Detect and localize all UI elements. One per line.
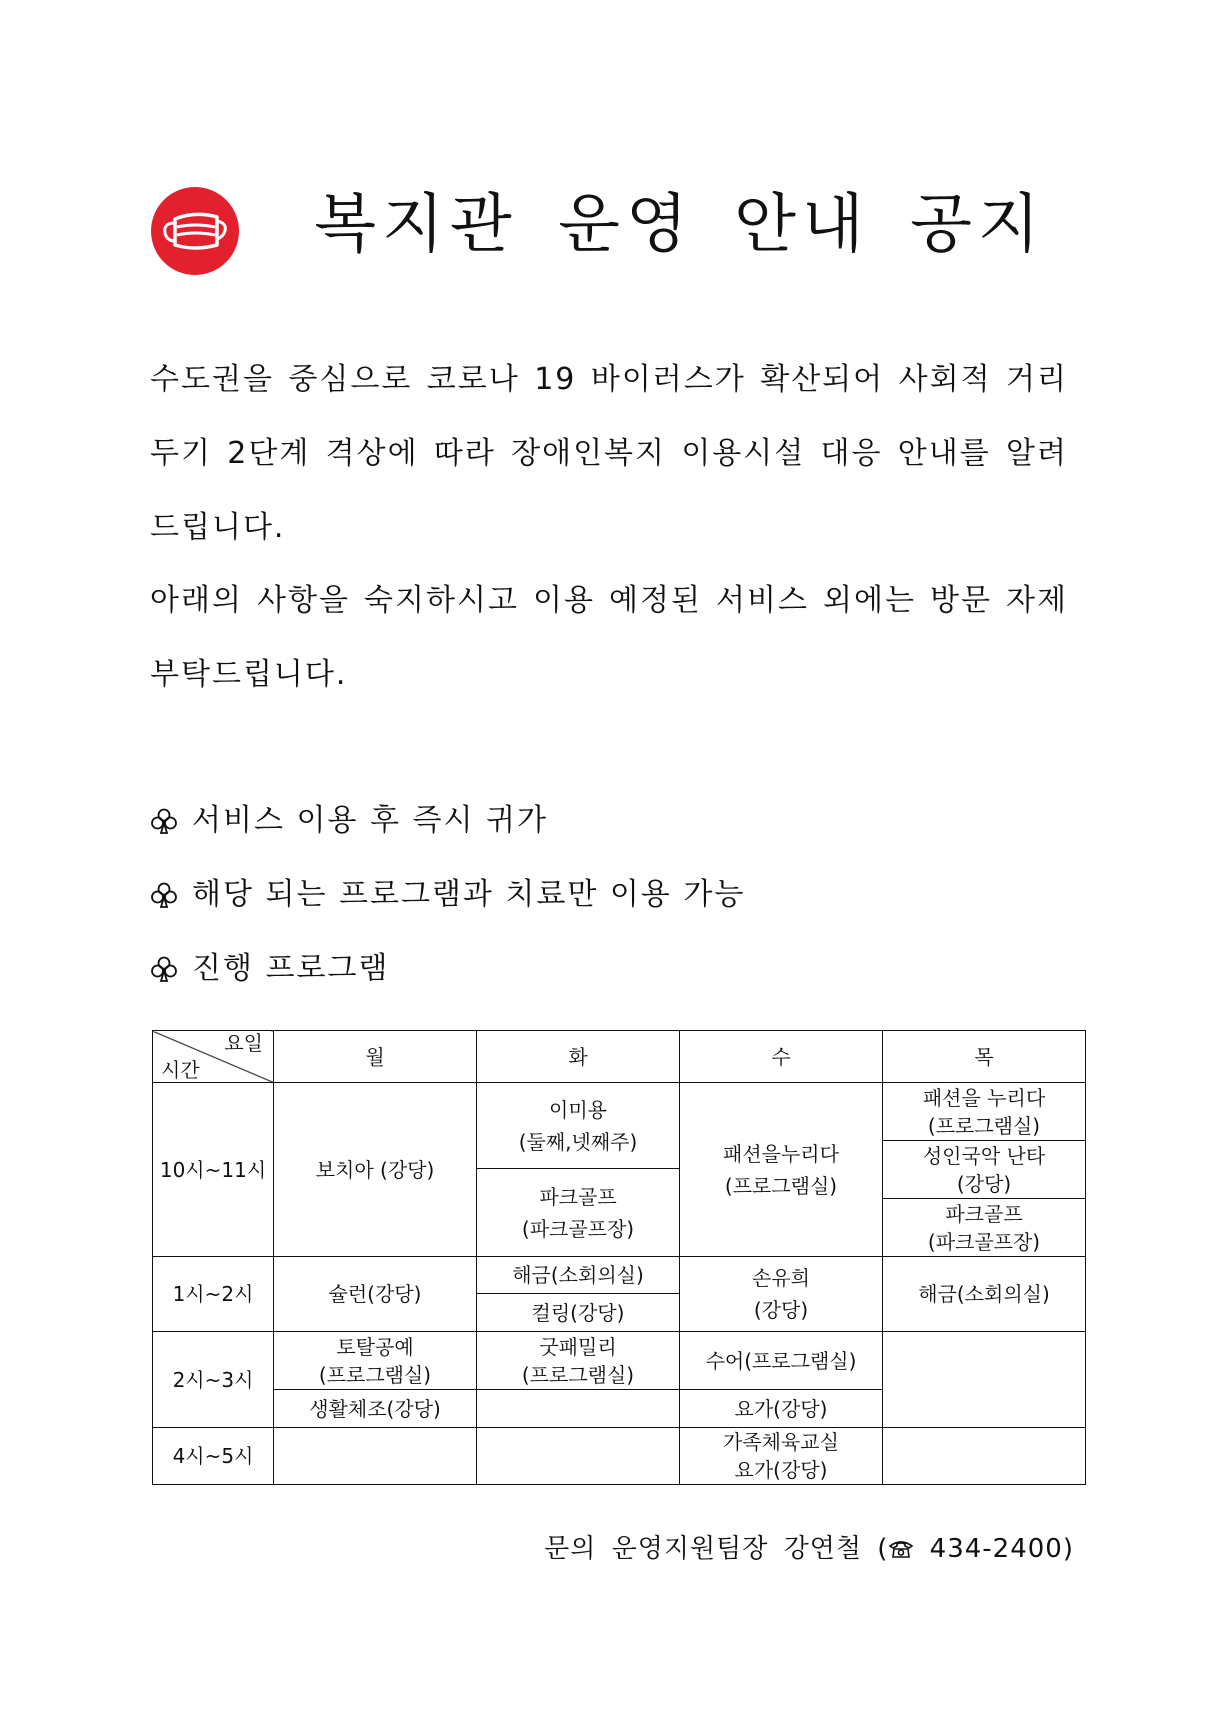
schedule-cell	[477, 1390, 680, 1428]
schedule-cell	[477, 1332, 680, 1390]
cell-line: 굿패밀리	[539, 1334, 617, 1359]
contact-prefix: 문의 운영지원팀장 강연철 (	[544, 1534, 889, 1564]
corner-time-label: 시간	[161, 1058, 200, 1082]
schedule-cell: 수어(프로그램실)	[680, 1332, 883, 1390]
schedule-cell: 슐런(강당)	[274, 1257, 477, 1332]
bullet-list	[150, 784, 745, 1006]
cell-line: (강당)	[753, 1298, 809, 1322]
cell-line: 패션을누리다	[723, 1141, 839, 1166]
bullet-text: 해당 되는 프로그램과 치료만 이용 가능	[192, 877, 746, 912]
day-header: 화	[477, 1031, 680, 1083]
time-label: 4시~5시	[153, 1428, 274, 1485]
intro-paragraph-2: 아래의 사항을 숙지하시고 이용 예정된 서비스 외에는 방문 자제 부탁드립니다.	[150, 583, 1068, 692]
cell-line: (프로그램실)	[521, 1362, 635, 1387]
table-row	[153, 1083, 1086, 1141]
bullet-text: 진행 프로그램	[192, 951, 390, 986]
schedule-cell	[883, 1083, 1086, 1141]
club-icon	[150, 807, 178, 835]
schedule-cell: 해금(소회의실)	[883, 1257, 1086, 1332]
cell-line: 패션을 누리다	[922, 1085, 1046, 1110]
cell-line: (파크골프장)	[521, 1216, 635, 1241]
club-icon	[150, 955, 178, 983]
cell-line: 이미용	[549, 1097, 607, 1122]
table-row	[153, 1257, 1086, 1294]
cell-line: (파크골프장)	[927, 1229, 1041, 1254]
schedule-cell	[883, 1332, 1086, 1428]
list-item	[150, 932, 745, 1006]
club-icon	[150, 881, 178, 909]
list-item	[150, 784, 745, 858]
cell-line: 파크골프	[539, 1184, 617, 1209]
cell-line: 파크골프	[945, 1201, 1023, 1226]
schedule-cell	[274, 1332, 477, 1390]
cell-line: (프로그램실)	[318, 1362, 432, 1387]
contact-phone: 434-2400	[929, 1534, 1063, 1564]
program-schedule-table	[152, 1030, 1086, 1485]
schedule-cell	[883, 1428, 1086, 1485]
bullet-text: 서비스 이용 후 즉시 귀가	[192, 803, 548, 838]
cell-line: 가족체육교실	[723, 1430, 839, 1454]
telephone-icon	[888, 1537, 914, 1559]
cell-line: 요가(강당)	[734, 1458, 828, 1482]
cell-line: 손유희	[752, 1266, 810, 1290]
schedule-cell	[477, 1428, 680, 1485]
schedule-cell: 보치아 (강당)	[274, 1083, 477, 1257]
page-title: 복지관 운영 안내 공지	[314, 188, 1046, 262]
intro-paragraph-1: 수도권을 중심으로 코로나 19 바이러스가 확산되어 사회적 거리두기 2단계 격상에 따라 장애인복지 이용시설 대응 안내를 알려드립니다.	[150, 362, 1068, 545]
day-header: 월	[274, 1031, 477, 1083]
schedule-cell: 해금(소회의실)	[477, 1257, 680, 1294]
table-row	[153, 1332, 1086, 1390]
schedule-cell	[680, 1257, 883, 1332]
time-label: 10시~11시	[153, 1083, 274, 1257]
corner-day-label: 요일	[224, 1031, 263, 1055]
contact-info	[544, 1528, 1074, 1565]
day-header: 수	[680, 1031, 883, 1083]
list-item	[150, 858, 745, 932]
schedule-cell	[680, 1428, 883, 1485]
day-header: 목	[883, 1031, 1086, 1083]
schedule-cell	[477, 1169, 680, 1257]
schedule-cell: 생활체조(강당)	[274, 1390, 477, 1428]
schedule-cell: 요가(강당)	[680, 1390, 883, 1428]
time-label: 1시~2시	[153, 1257, 274, 1332]
schedule-cell: 컬링(강당)	[477, 1294, 680, 1332]
schedule-cell	[477, 1083, 680, 1169]
table-row	[153, 1428, 1086, 1485]
corner-header	[153, 1031, 274, 1083]
schedule-cell	[274, 1428, 477, 1485]
time-label: 2시~3시	[153, 1332, 274, 1428]
cell-line: (강당)	[956, 1171, 1012, 1196]
contact-suffix: )	[1062, 1534, 1074, 1564]
schedule-cell	[680, 1083, 883, 1257]
cell-line: 토탈공예	[336, 1334, 414, 1359]
cell-line: (프로그램실)	[927, 1113, 1041, 1138]
face-mask-icon	[151, 187, 239, 275]
cell-line: (프로그램실)	[724, 1173, 838, 1198]
cell-line: (둘째,넷째주)	[518, 1129, 638, 1154]
schedule-cell	[883, 1199, 1086, 1257]
schedule-cell	[883, 1141, 1086, 1199]
cell-line: 성인국악 난타	[922, 1143, 1046, 1168]
table-row	[153, 1031, 1086, 1083]
